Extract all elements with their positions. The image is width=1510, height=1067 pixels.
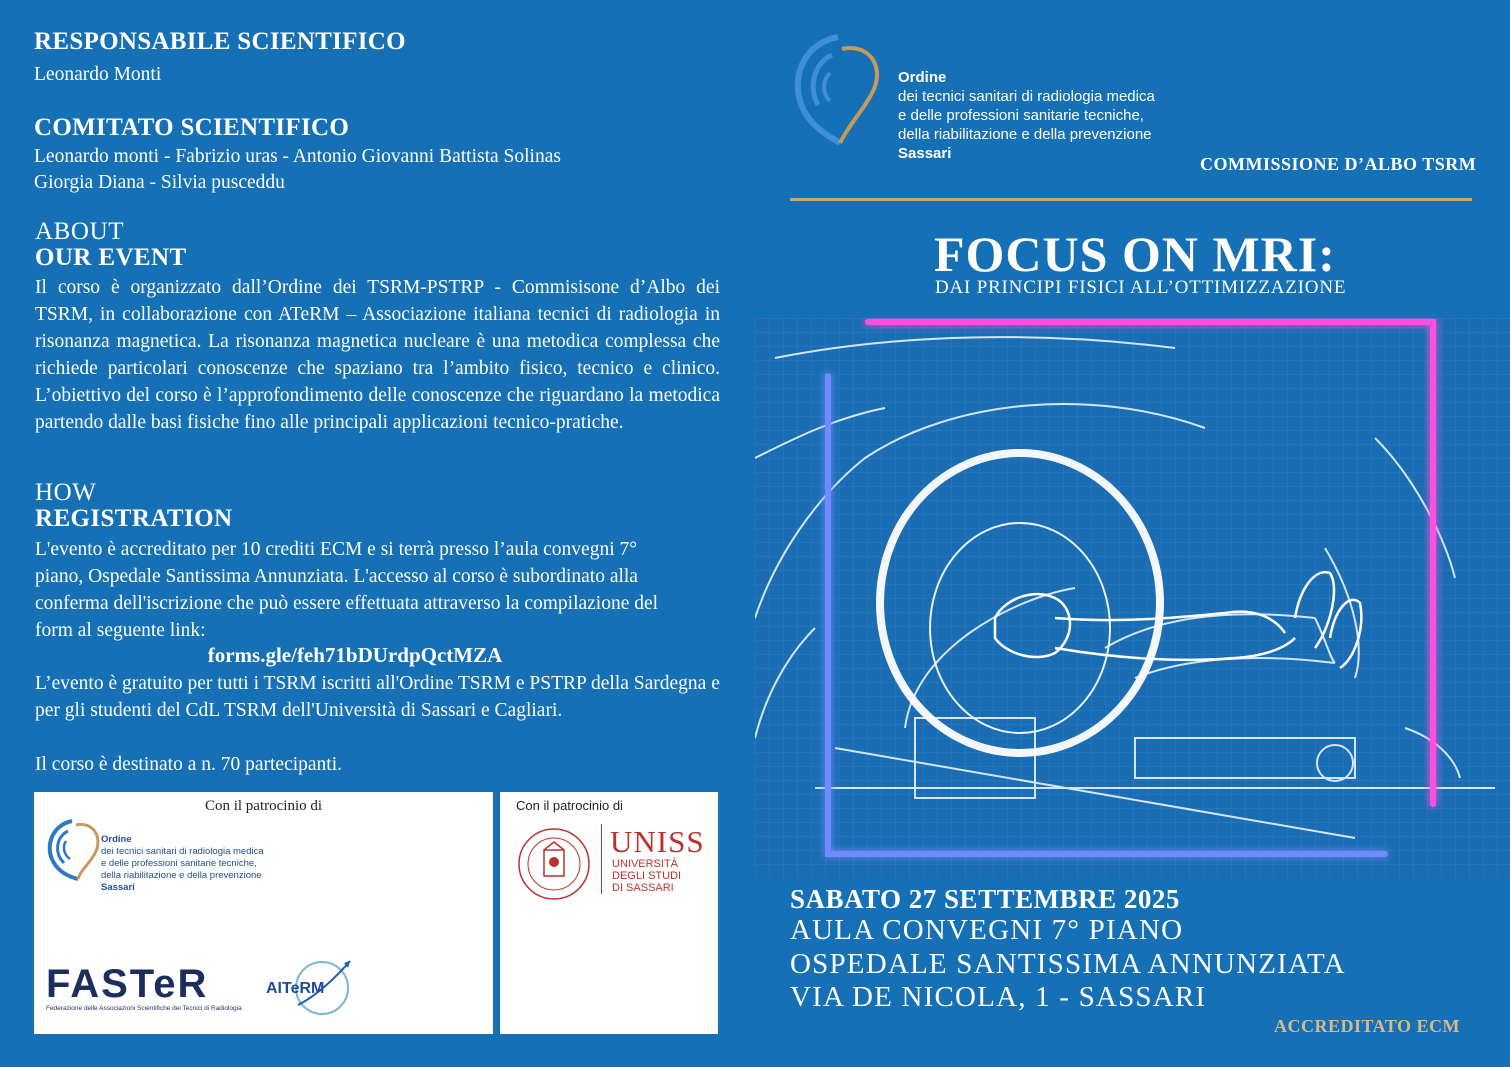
patronage-box-uniss bbox=[500, 792, 718, 1034]
how-light-heading: HOW bbox=[35, 479, 97, 506]
box-ordine-line3: della riabilitazione e della prevenzione bbox=[101, 870, 262, 881]
event-date: SABATO 27 SETTEMBRE 2025 bbox=[790, 884, 1180, 914]
faster-logo: FASTeR bbox=[46, 962, 209, 1006]
box-ordine-text bbox=[101, 834, 264, 894]
registration-free-note: L’evento è gratuito per tutti i TSRM iscritti all'Ordine TSRM e PSTRP della Sardegna e per gli studenti del CdL TSRM dell'Università di Sassari e Cagliari. bbox=[35, 673, 720, 721]
ordine-city: Sassari bbox=[898, 145, 952, 162]
event-title: FOCUS ON MRI: bbox=[934, 226, 1336, 282]
ordine-logo-icon bbox=[42, 817, 104, 885]
about-body: Il corso è organizzato dall’Ordine dei TSRM-PSTRP - Commisisone d’Albo dei TSRM, in collaborazione con ATeRM – Associazione italiana tecnici di radiologia in risonanza magnetica. La risonanza magnetica nucleare è una metodica complessa che richiede particolari conoscenze che spaziano tra l’ambito fisico, tecnico e clinico. L’obiettivo del corso è l’approfondimento delle conoscenze che riguardano la metodica partendo dalle basi fisiche fino alle principali applicazioni tecnico-pratiche. bbox=[35, 277, 720, 433]
gold-divider bbox=[790, 198, 1472, 201]
box-ordine-line1: dei tecnici sanitari di radiologia medica bbox=[101, 846, 264, 857]
event-venue-1: AULA CONVEGNI 7° PIANO bbox=[790, 914, 1184, 946]
responsabile-heading: RESPONSABILE SCIENTIFICO bbox=[34, 28, 406, 55]
accreditato-ecm: ACCREDITATO ECM bbox=[1274, 1016, 1461, 1036]
comitato-line-2: Giorgia Diana - Silvia pusceddu bbox=[34, 172, 285, 193]
patronage-heading: Con il patrocinio di bbox=[204, 798, 323, 814]
ordine-line1: dei tecnici sanitari di radiologia medica bbox=[898, 88, 1155, 105]
event-venue-2: OSPEDALE SANTISSIMA ANNUNZIATA bbox=[790, 948, 1346, 980]
patronage-box-ordine bbox=[34, 792, 493, 1034]
commissione-label: COMMISSIONE D’ALBO TSRM bbox=[1200, 154, 1477, 174]
faster-tagline: Federazione delle Associazioni Scientifiche dei Tecnici di Radiologia bbox=[46, 1005, 242, 1012]
about-light-heading: ABOUT bbox=[35, 218, 125, 245]
about-bold-heading: OUR EVENT bbox=[35, 244, 187, 271]
ordine-title: Ordine bbox=[898, 69, 947, 86]
uniss-line1: UNIVERSITÀ bbox=[612, 858, 679, 870]
registration-link[interactable]: forms.gle/feh71bDUrdpQctMZA bbox=[207, 643, 503, 667]
ordine-line3: della riabilitazione e della prevenzione bbox=[898, 126, 1152, 143]
ordine-header-text bbox=[898, 68, 1155, 163]
registration-body: L'evento è accreditato per 10 crediti ECM e si terrà presso l’aula convegni 7° piano, Ospedale Santissima Annunziata. L'accesso al corso è subordinato alla conferma dell'iscrizione che può essere effettuata attraverso la compilazione del form al seguente link: bbox=[35, 539, 659, 641]
uniss-subtitle bbox=[612, 858, 681, 894]
event-subtitle: DAI PRINCIPI FISICI ALL’OTTIMIZZAZIONE bbox=[935, 277, 1347, 298]
uniss-name: UNISS bbox=[610, 824, 705, 859]
uniss-line3: DI SASSARI bbox=[612, 882, 674, 894]
uniss-divider bbox=[601, 824, 602, 894]
aiterm-logo: AITeRM bbox=[266, 980, 325, 997]
box-ordine-city: Sassari bbox=[101, 882, 135, 893]
comitato-line-1: Leonardo monti - Fabrizio uras - Antonio Giovanni Battista Solinas bbox=[34, 146, 561, 167]
ordine-header-logo-icon bbox=[788, 33, 884, 151]
mri-scanner-illustration bbox=[755, 318, 1510, 878]
uniss-seal-icon bbox=[516, 826, 592, 902]
ordine-line2: e delle professioni sanitarie tecniche, bbox=[898, 107, 1144, 124]
patronage-heading-2: Con il patrocinio di bbox=[516, 798, 623, 813]
how-bold-heading: REGISTRATION bbox=[35, 505, 233, 532]
registration-capacity: Il corso è destinato a n. 70 partecipanti. bbox=[35, 754, 343, 775]
box-ordine-line2: e delle professioni sanitarie tecniche, bbox=[101, 858, 257, 869]
box-ordine-title: Ordine bbox=[101, 834, 132, 845]
uniss-line2: DEGLI STUDI bbox=[612, 870, 682, 882]
event-venue-3: VIA DE NICOLA, 1 - SASSARI bbox=[790, 981, 1207, 1013]
comitato-heading: COMITATO SCIENTIFICO bbox=[34, 114, 350, 141]
responsabile-name: Leonardo Monti bbox=[34, 64, 162, 85]
